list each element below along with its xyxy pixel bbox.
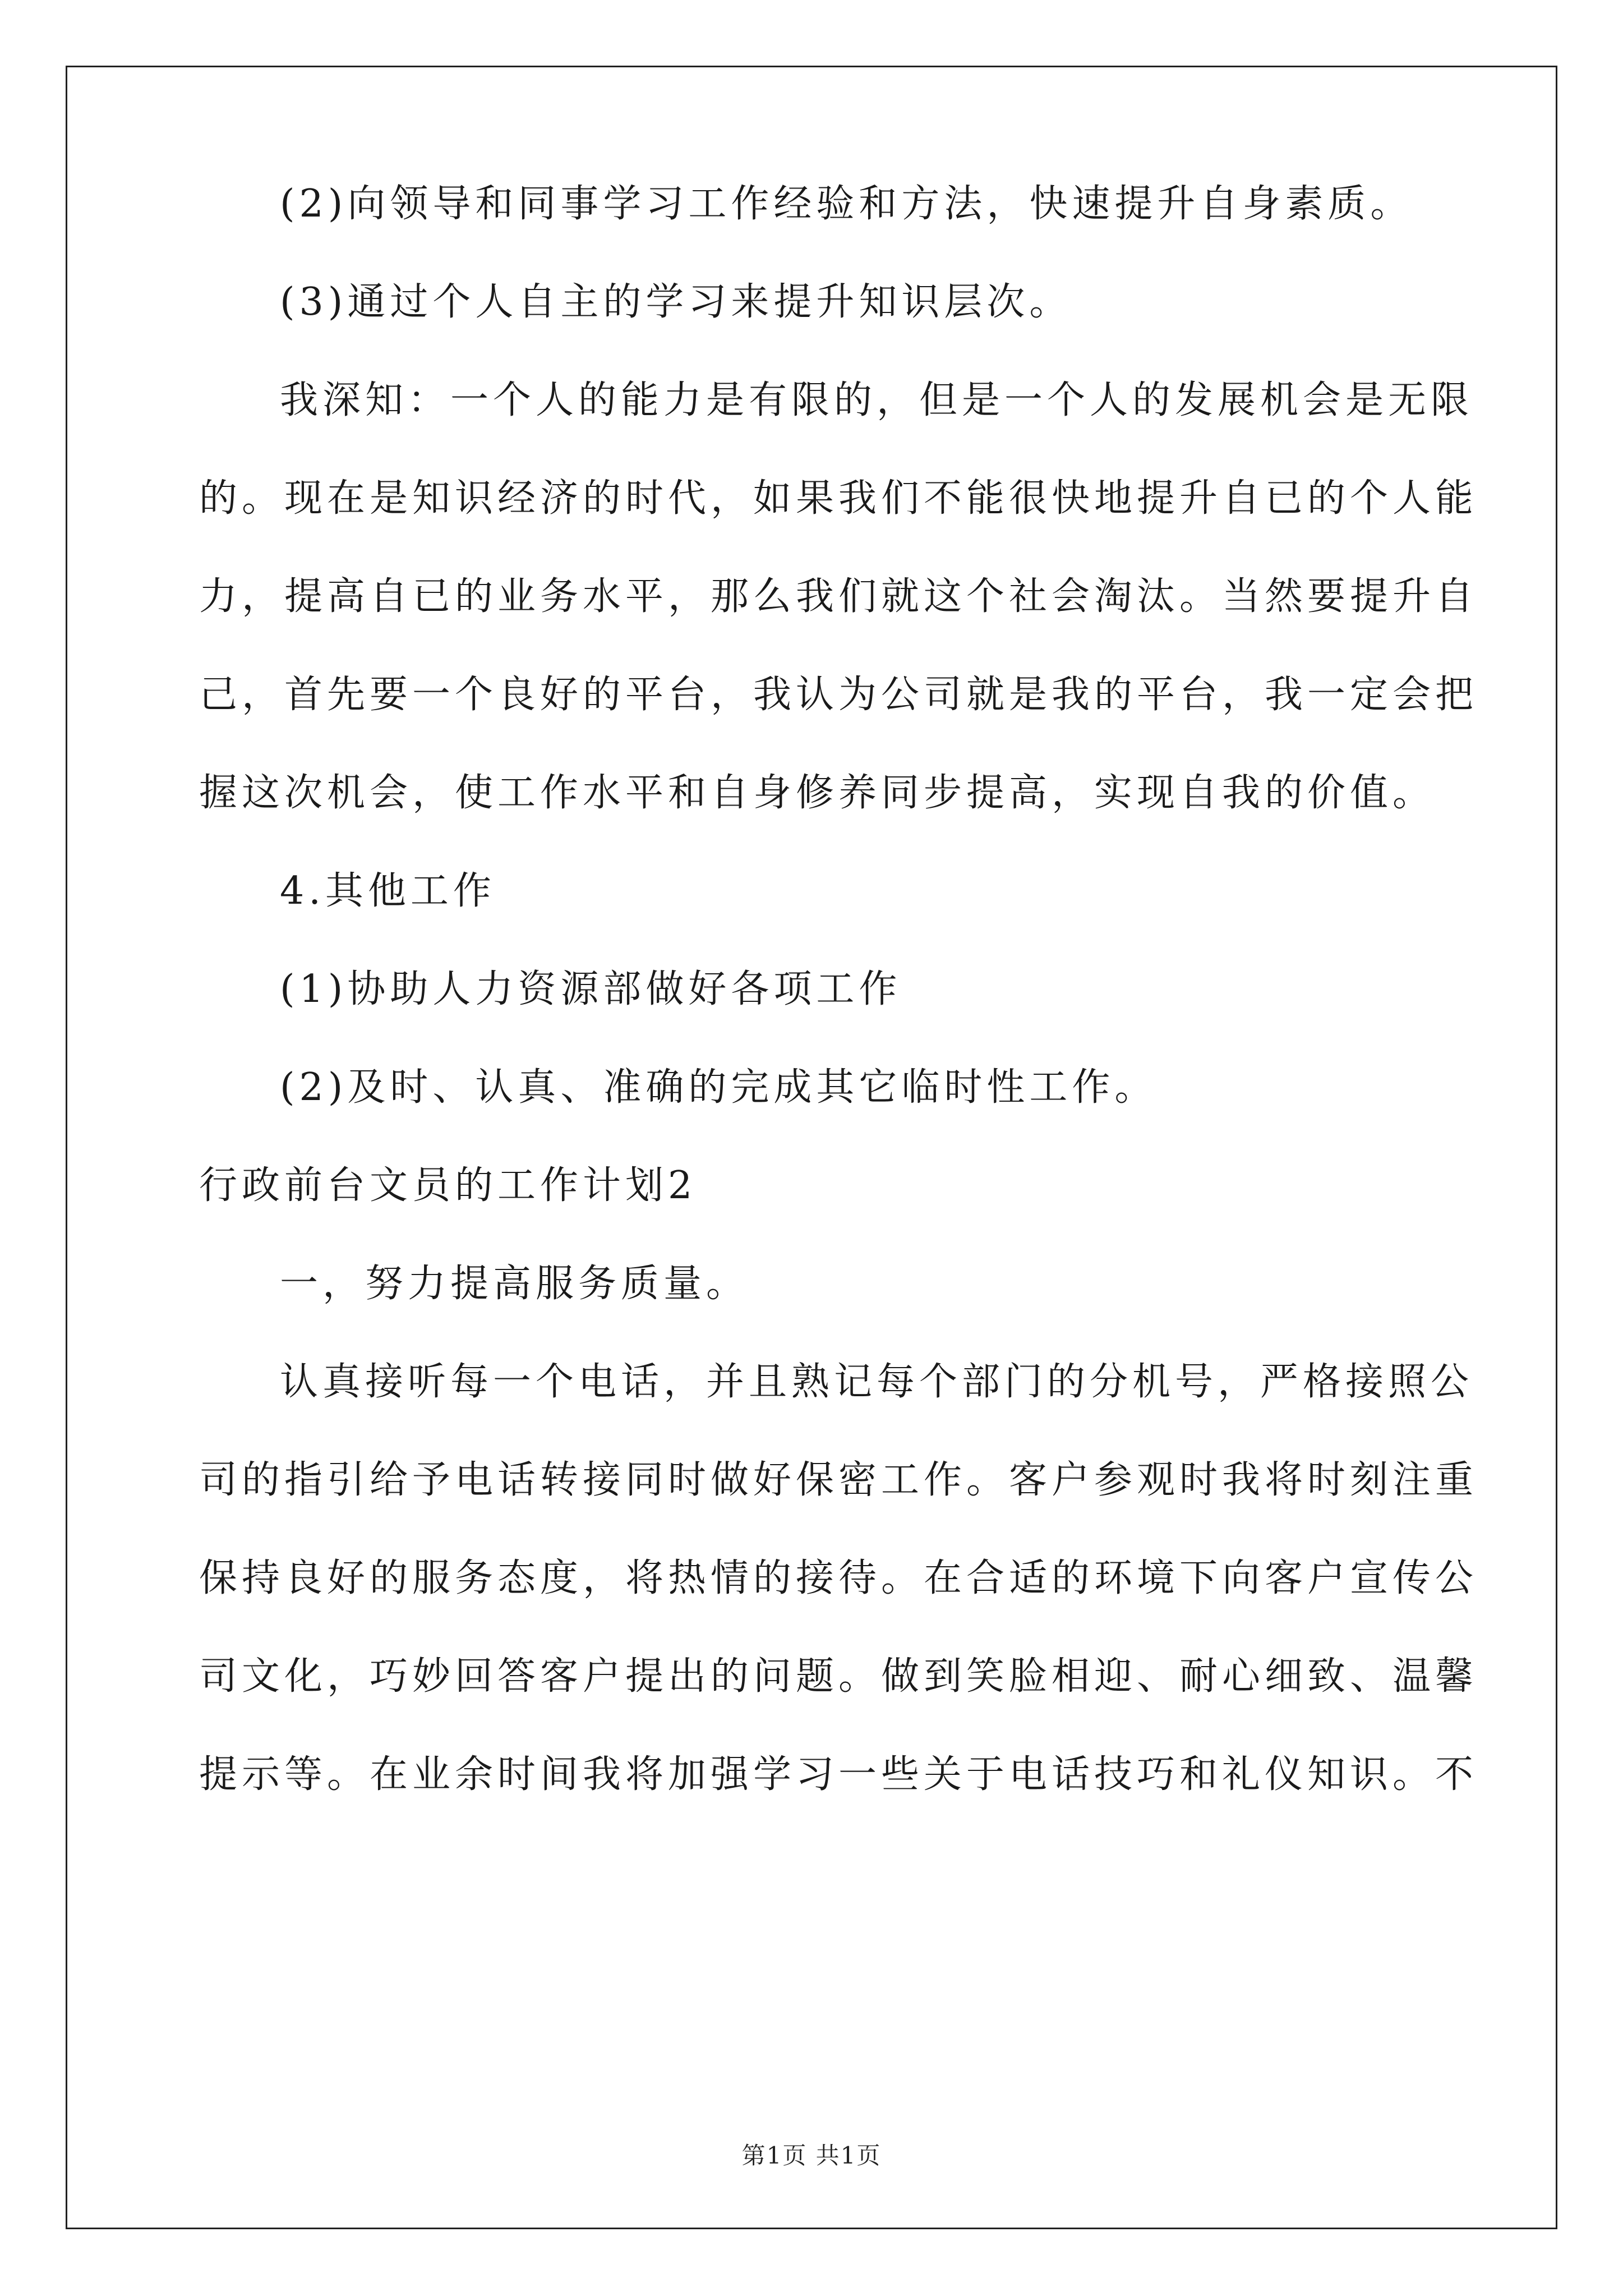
- text-line: (2)向领导和同事学习工作经验和方法，快速提升自身素质。: [280, 182, 1413, 226]
- text-line: 力，提高自已的业务水平，那么我们就这个社会淘汰。当然要提升自: [199, 574, 1478, 619]
- text-line: (2)及时、认真、准确的完成其它临时性工作。: [280, 1065, 1158, 1110]
- page-footer: 第1页 共1页: [741, 2142, 882, 2169]
- text-line: 司的指引给予电话转接同时做好保密工作。客户参观时我将时刻注重: [199, 1458, 1478, 1502]
- text-line: 司文化，巧妙回答客户提出的问题。做到笑脸相迎、耐心细致、温馨: [199, 1654, 1478, 1699]
- text-line: 认真接听每一个电话，并且熟记每个部门的分机号，严格接照公: [280, 1360, 1474, 1404]
- text-line: 一，努力提高服务质量。: [280, 1262, 749, 1306]
- text-line: 握这次机会，使工作水平和自身修养同步提高，实现自我的价值。: [199, 771, 1436, 815]
- text-line: 保持良好的服务态度，将热情的接待。在合适的环境下向客户宣传公: [199, 1556, 1478, 1600]
- text-line: (1)协助人力资源部做好各项工作: [280, 967, 902, 1011]
- text-line: 的。现在是知识经济的时代，如果我们不能很快地提升自已的个人能: [199, 476, 1478, 521]
- text-line: 己，首先要一个良好的平台，我认为公司就是我的平台，我一定会把: [199, 673, 1478, 717]
- text-line: (3)通过个人自主的学习来提升知识层次。: [280, 280, 1072, 324]
- text-line: 提示等。在业余时间我将加强学习一些关于电话技巧和礼仪知识。不: [199, 1752, 1478, 1797]
- text-line: 我深知：一个人的能力是有限的，但是一个人的发展机会是无限: [280, 378, 1474, 422]
- section-heading: 行政前台文员的工作计划2: [199, 1163, 697, 1208]
- document-body: [199, 182, 1478, 1854]
- text-line: 4.其他工作: [280, 869, 496, 913]
